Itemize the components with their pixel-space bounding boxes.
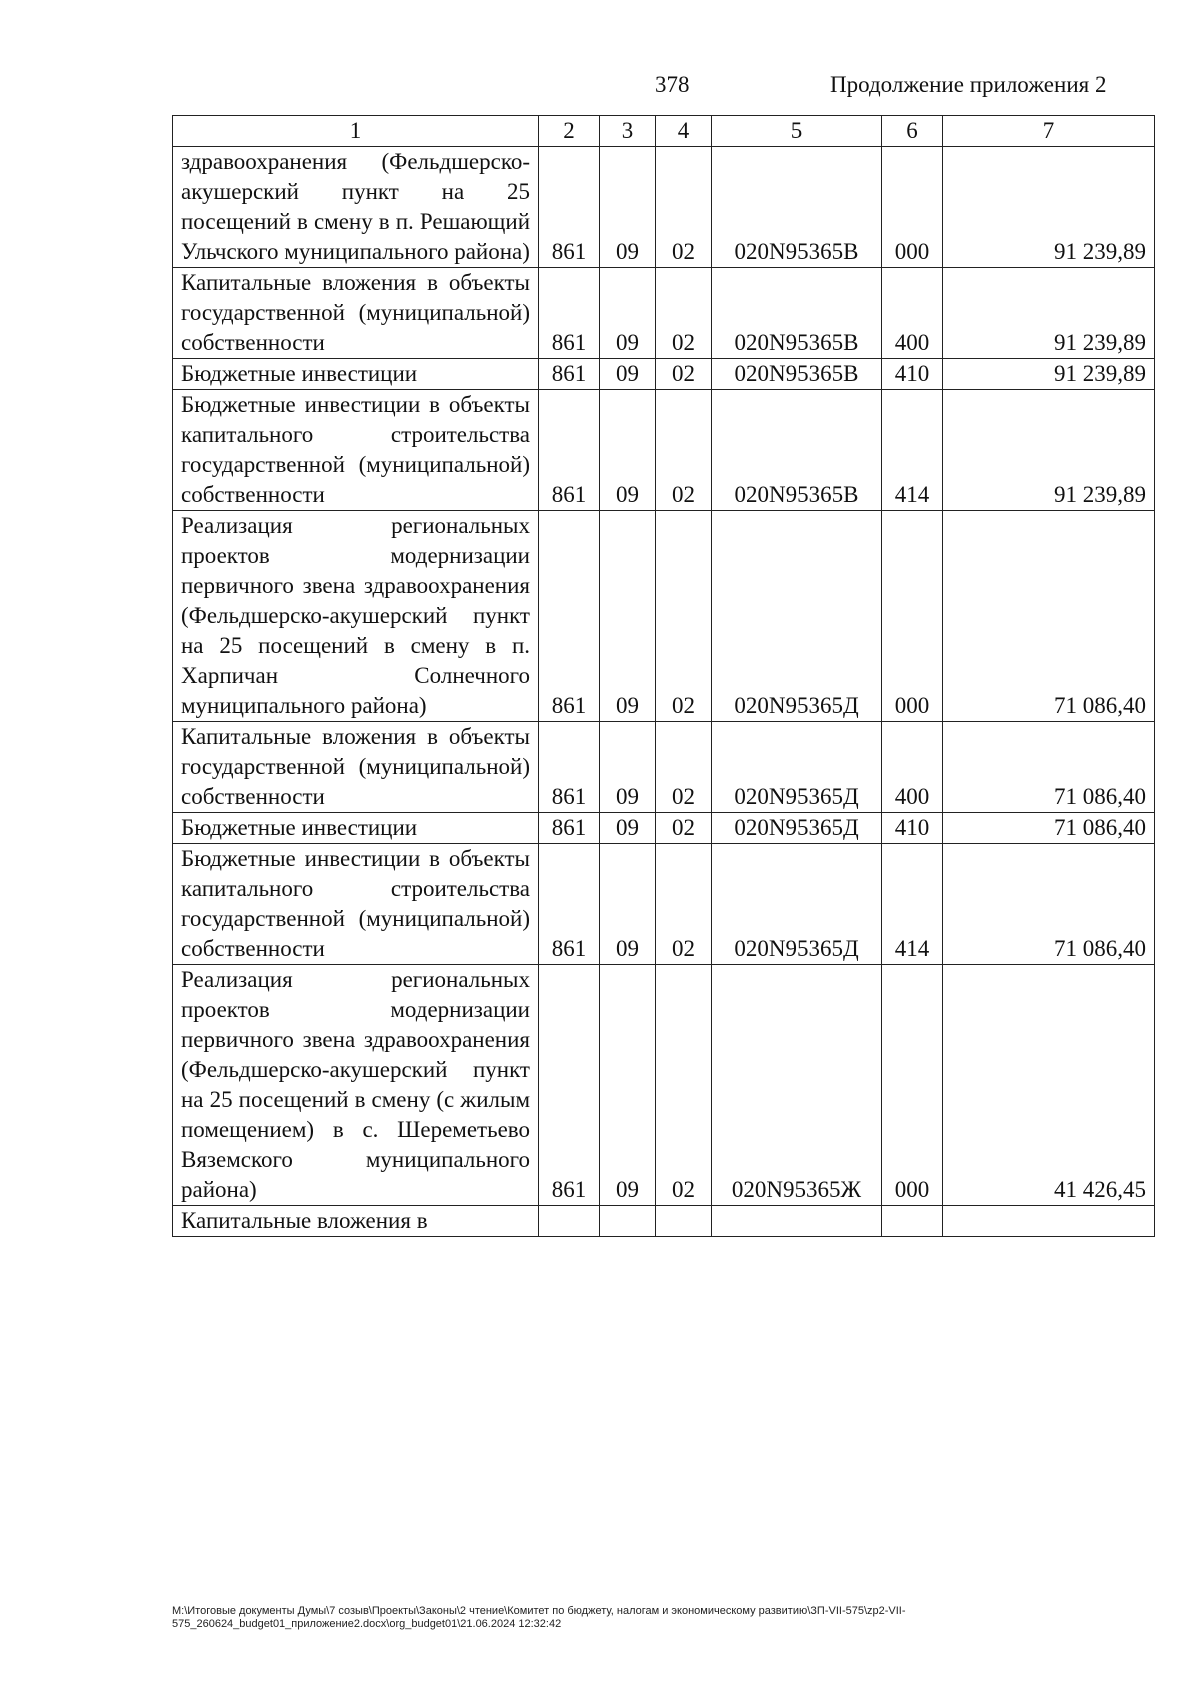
row-subsection-code: 02 — [656, 268, 712, 359]
row-subsection-code: 02 — [656, 722, 712, 813]
column-header-7: 7 — [943, 116, 1155, 147]
row-amount: 71 086,40 — [943, 722, 1155, 813]
appendix-continuation-note: Продолжение приложения 2 — [830, 72, 1107, 97]
row-section-code: 09 — [600, 359, 656, 390]
row-amount: 71 086,40 — [943, 813, 1155, 844]
row-target-article: 020N95365В — [712, 268, 882, 359]
table-row — [173, 147, 1155, 268]
table-row — [173, 359, 1155, 390]
row-amount: 91 239,89 — [943, 359, 1155, 390]
row-amount — [943, 1206, 1155, 1237]
row-amount: 71 086,40 — [943, 511, 1155, 722]
table-row — [173, 1206, 1155, 1237]
row-amount: 91 239,89 — [943, 390, 1155, 511]
row-section-code: 09 — [600, 844, 656, 965]
row-ministry-code: 861 — [539, 147, 600, 268]
row-target-article: 020N95365В — [712, 147, 882, 268]
row-amount: 91 239,89 — [943, 268, 1155, 359]
row-section-code: 09 — [600, 268, 656, 359]
table-row — [173, 722, 1155, 813]
row-ministry-code: 861 — [539, 359, 600, 390]
row-name: Бюджетные инвестиции — [173, 813, 539, 844]
row-ministry-code: 861 — [539, 268, 600, 359]
row-amount: 91 239,89 — [943, 147, 1155, 268]
column-header-4: 4 — [656, 116, 712, 147]
table-header-row — [173, 116, 1155, 147]
row-section-code: 09 — [600, 722, 656, 813]
row-name: Капитальные вложения в объекты государственной (муниципальной) собственности — [173, 268, 539, 359]
row-amount: 71 086,40 — [943, 844, 1155, 965]
row-expense-type: 000 — [882, 147, 943, 268]
table-row — [173, 268, 1155, 359]
row-target-article: 020N95365В — [712, 390, 882, 511]
row-section-code: 09 — [600, 813, 656, 844]
row-subsection-code: 02 — [656, 359, 712, 390]
row-ministry-code: 861 — [539, 722, 600, 813]
row-expense-type: 414 — [882, 844, 943, 965]
row-subsection-code: 02 — [656, 390, 712, 511]
table-row — [173, 965, 1155, 1206]
row-target-article: 020N95365Д — [712, 844, 882, 965]
row-name: Бюджетные инвестиции — [173, 359, 539, 390]
column-header-1: 1 — [173, 116, 539, 147]
row-expense-type — [882, 1206, 943, 1237]
row-target-article: 020N95365Д — [712, 813, 882, 844]
row-section-code: 09 — [600, 511, 656, 722]
row-subsection-code: 02 — [656, 844, 712, 965]
table-row — [173, 390, 1155, 511]
row-name: Капитальные вложения в — [173, 1206, 539, 1237]
column-header-3: 3 — [600, 116, 656, 147]
row-expense-type: 410 — [882, 813, 943, 844]
page-number: 378 — [655, 72, 690, 97]
row-section-code — [600, 1206, 656, 1237]
row-ministry-code: 861 — [539, 511, 600, 722]
row-name: Бюджетные инвестиции в объекты капитального строительства государственной (муниципальной) собственности — [173, 390, 539, 511]
row-target-article: 020N95365Д — [712, 511, 882, 722]
row-name: Бюджетные инвестиции в объекты капитального строительства государственной (муниципальной) собственности — [173, 844, 539, 965]
row-subsection-code: 02 — [656, 813, 712, 844]
column-header-2: 2 — [539, 116, 600, 147]
row-name: здравоохранения (Фельдшерско-акушерский пункт на 25 посещений в смену в п. Решающий Ульчского муниципального района) — [173, 147, 539, 268]
row-amount: 41 426,45 — [943, 965, 1155, 1206]
row-expense-type: 400 — [882, 268, 943, 359]
row-expense-type: 000 — [882, 511, 943, 722]
table-row — [173, 813, 1155, 844]
row-target-article: 020N95365Д — [712, 722, 882, 813]
row-name: Реализация региональных проектов модернизации первичного звена здравоохранения (Фельдшерско-акушерский пункт на 25 посещений в смену (с жилым помещением) в с. Шереметьево Вяземского муниципального района) — [173, 965, 539, 1206]
row-ministry-code — [539, 1206, 600, 1237]
row-target-article: 020N95365В — [712, 359, 882, 390]
row-subsection-code: 02 — [656, 147, 712, 268]
row-subsection-code: 02 — [656, 965, 712, 1206]
budget-table — [172, 115, 1155, 1237]
row-ministry-code: 861 — [539, 965, 600, 1206]
row-name: Капитальные вложения в объекты государственной (муниципальной) собственности — [173, 722, 539, 813]
row-subsection-code: 02 — [656, 511, 712, 722]
table-row — [173, 511, 1155, 722]
row-expense-type: 414 — [882, 390, 943, 511]
column-header-6: 6 — [882, 116, 943, 147]
row-expense-type: 400 — [882, 722, 943, 813]
row-expense-type: 410 — [882, 359, 943, 390]
row-ministry-code: 861 — [539, 813, 600, 844]
row-section-code: 09 — [600, 390, 656, 511]
document-file-path: M:\Итоговые документы Думы\7 созыв\Проекты\Законы\2 чтение\Комитет по бюджету, налогам и экономическому развитию\ЗП-VII-575\zp2-VII-575_260624_budget01_приложение2.docx\org_budget01\21.06.2024 12:32:42 — [172, 1605, 906, 1630]
row-target-article — [712, 1206, 882, 1237]
row-expense-type: 000 — [882, 965, 943, 1206]
row-name: Реализация региональных проектов модернизации первичного звена здравоохранения (Фельдшерско-акушерский пункт на 25 посещений в смену в п. Харпичан Солнечного муниципального района) — [173, 511, 539, 722]
row-section-code: 09 — [600, 965, 656, 1206]
row-ministry-code: 861 — [539, 844, 600, 965]
table-row — [173, 844, 1155, 965]
row-subsection-code — [656, 1206, 712, 1237]
column-header-5: 5 — [712, 116, 882, 147]
row-target-article: 020N95365Ж — [712, 965, 882, 1206]
row-section-code: 09 — [600, 147, 656, 268]
row-ministry-code: 861 — [539, 390, 600, 511]
